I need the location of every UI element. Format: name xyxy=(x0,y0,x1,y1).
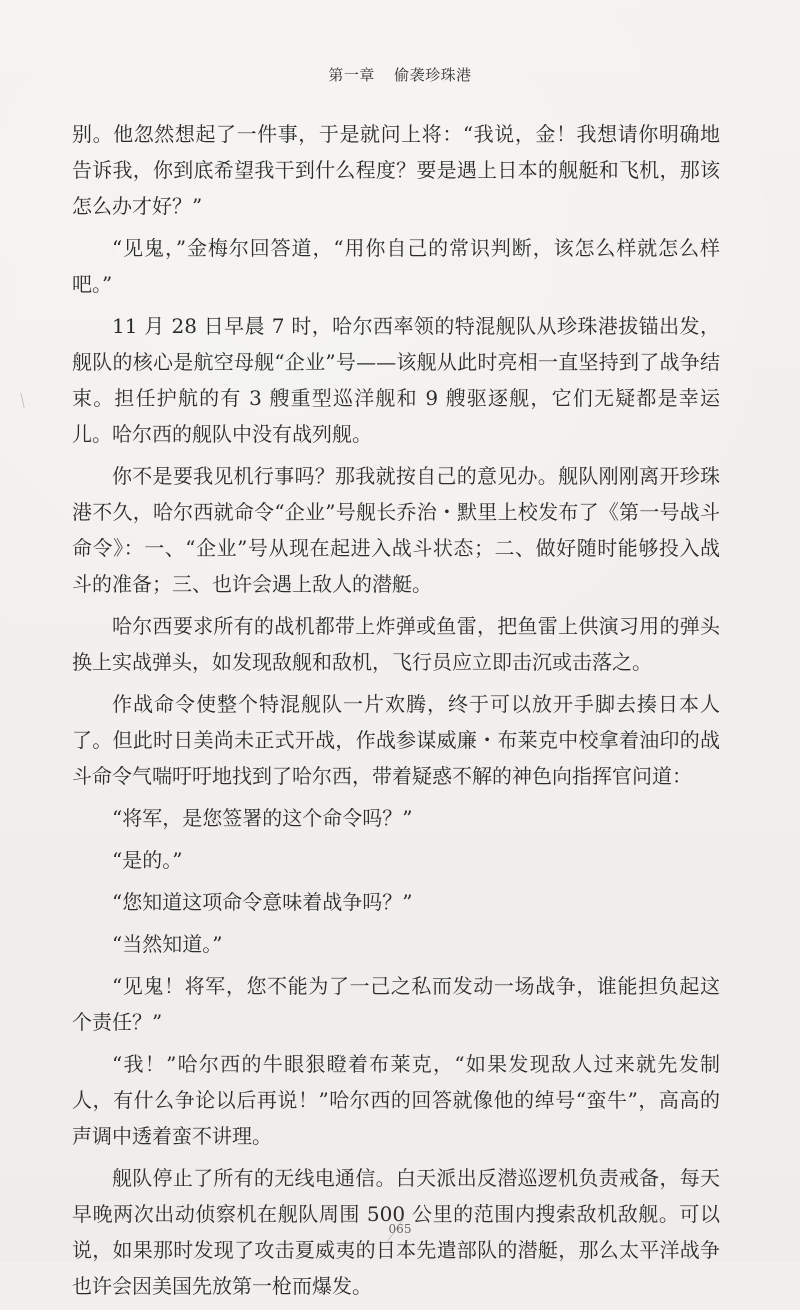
running-header xyxy=(0,64,800,85)
page-content xyxy=(72,116,720,1310)
dialog-line-5: “见鬼！将军，您不能为了一己之私而发动一场战争，谁能担负起这个责任？” xyxy=(72,974,720,1034)
paragraph-continuation: 别。他忽然想起了一件事，于是就问上将：“我说，金！我想请你明确地告诉我，你到底希望我干到什么程度？要是遇上日本的舰艇和飞机，那该怎么办才好？” xyxy=(72,122,720,218)
paragraph-armament: 哈尔西要求所有的战机都带上炸弹或鱼雷，把鱼雷上供演习用的弹头换上实战弹头，如发现敌舰和敌机，飞行员应立即击沉或击落之。 xyxy=(72,614,720,674)
dialog-line-1: “将军，是您签署的这个命令吗？” xyxy=(112,806,413,830)
paragraph-kimmel-reply: “见鬼，”金梅尔回答道，“用你自己的常识判断，该怎么样就怎么样吧。” xyxy=(72,236,720,296)
page-number: 065 xyxy=(388,1222,412,1236)
paragraph-halsey-reply: “我！”哈尔西的牛眼狠瞪着布莱克，“如果发现敌人过来就先发制人，有什么争论以后再说！”哈尔西的回答就像他的绰号“蛮牛”，高高的声调中透着蛮不讲理。 xyxy=(72,1052,720,1148)
chapter-title: 偷袭珍珠港 xyxy=(394,66,472,84)
chapter-number: 第一章 xyxy=(328,66,375,84)
dialog-line-2: “是的。” xyxy=(112,848,183,872)
paragraph-departure: 11 月 28 日早晨 7 时，哈尔西率领的特混舰队从珍珠港拔锚出发，舰队的核心是航空母舰“企业”号——该舰从此时亮相一直坚持到了战争结束。担任护航的有 3 艘重型巡洋舰和 9 艘驱逐舰，它们无疑都是幸运儿。哈尔西的舰队中没有战列舰。 xyxy=(72,314,720,446)
dialog-line-3: “您知道这项命令意味着战争吗？” xyxy=(112,890,413,914)
paragraph-blake-question: 作战命令使整个特混舰队一片欢腾，终于可以放开手脚去揍日本人了。但此时日美尚未正式开战，作战参谋威廉・布莱克中校拿着油印的战斗命令气喘吁吁地找到了哈尔西，带着疑惑不解的神色向指挥官问道： xyxy=(72,692,720,788)
paragraph-order-one: 你不是要我见机行事吗？那我就按自己的意见办。舰队刚刚离开珍珠港不久，哈尔西就命令“企业”号舰长乔治・默里上校发布了《第一号战斗命令》：一、“企业”号从现在起进入战斗状态；二、做好随时能够投入战斗的准备；三、也许会遇上敌人的潜艇。 xyxy=(72,464,720,596)
paragraph-radio-silence: 舰队停止了所有的无线电通信。白天派出反潜巡逻机负责戒备，每天早晚两次出动侦察机在舰队周围 500 公里的范围内搜索敌机敌舰。可以说，如果那时发现了攻击夏威夷的日本先遣部队的潜艇，那么太平洋战争也许会因美国先放第一枪而爆发。 xyxy=(72,1166,720,1298)
scan-mark xyxy=(20,391,30,408)
dialog-line-4: “当然知道。” xyxy=(112,932,223,956)
